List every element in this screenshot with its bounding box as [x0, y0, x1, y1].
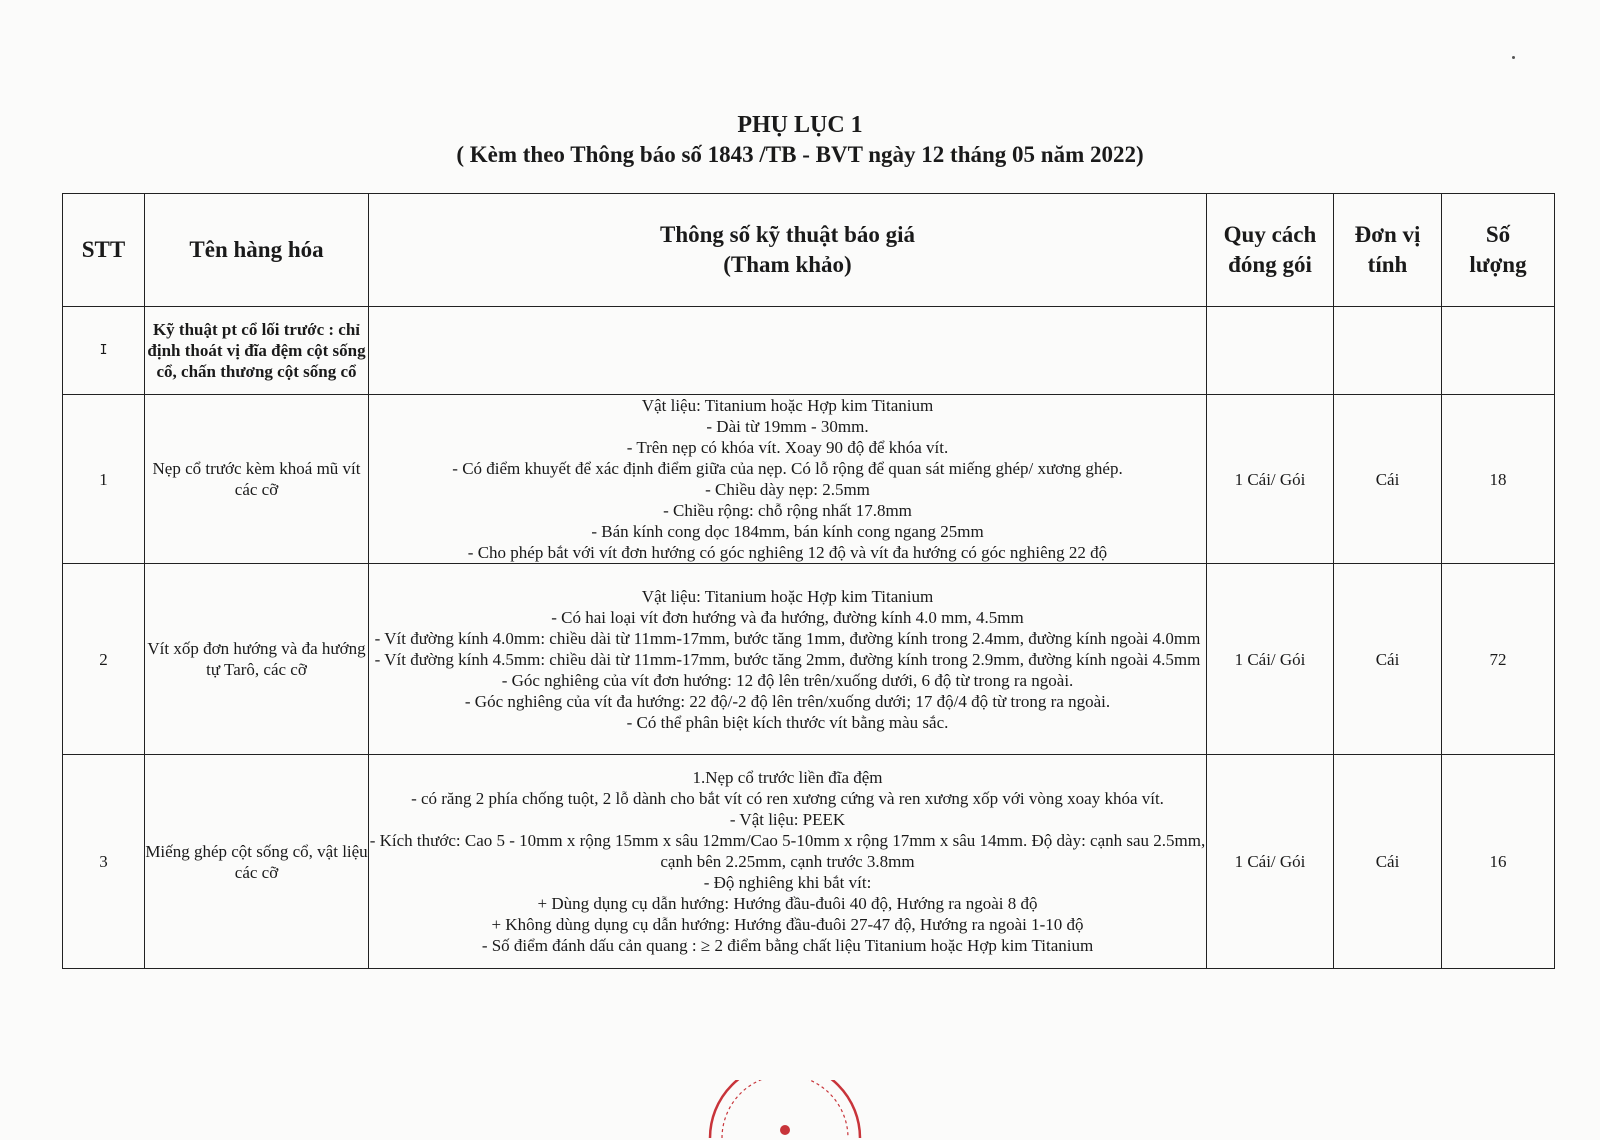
- spec-line: Vật liệu: Titanium hoặc Hợp kim Titanium: [641, 586, 934, 606]
- item-name: Nẹp cổ trước kèm khoá mũ vít các cỡ: [145, 395, 369, 564]
- document-subtitle: ( Kèm theo Thông báo số 1843 /TB - BVT ngày 12 tháng 05 năm 2022): [456, 142, 1144, 167]
- spec-line: - Cho phép bắt với vít đơn hướng có góc nghiêng 12 độ và vít đa hướng có góc nghiêng 22 độ: [467, 543, 1108, 562]
- seal-mark: [780, 1125, 790, 1135]
- item-quantity: 18: [1442, 395, 1555, 564]
- spec-line: - Vật liệu: PEEK: [729, 810, 846, 829]
- section-name: Kỹ thuật pt cổ lối trước : chỉ định thoát vị đĩa đệm cột sống cổ, chấn thương cột sống cổ: [145, 307, 369, 395]
- header-spec: [369, 194, 1207, 307]
- spec-line: - Kích thước: Cao 5 - 10mm x rộng 15mm x sâu 12mm/Cao 5-10mm x rộng 17mm x sâu 14mm. Độ dày: cạnh sau 2.5mm, cạnh bên 2.25mm, cạnh trước 3.8mm: [369, 831, 1206, 871]
- item-packaging: 1 Cái/ Gói: [1207, 755, 1334, 969]
- header-packaging-line2: đóng gói: [1228, 252, 1312, 277]
- spec-line: - Độ nghiêng khi bắt vít:: [703, 873, 872, 892]
- header-spec-line2: (Tham khảo): [723, 252, 852, 277]
- item-unit: Cái: [1334, 755, 1442, 969]
- item-packaging: 1 Cái/ Gói: [1207, 564, 1334, 755]
- spec-line: - Bán kính cong dọc 184mm, bán kính cong ngang 25mm: [591, 522, 984, 541]
- item-spec: [369, 564, 1207, 755]
- item-quantity: 72: [1442, 564, 1555, 755]
- row-number: 3: [63, 755, 145, 969]
- spec-line: - Dài từ 19mm - 30mm.: [706, 417, 869, 436]
- spec-line: Vật liệu: Titanium hoặc Hợp kim Titanium: [641, 396, 934, 415]
- table-row: [63, 564, 1555, 755]
- header-unit-line2: tính: [1367, 252, 1408, 277]
- header-name: Tên hàng hóa: [145, 194, 369, 307]
- item-name: Vít xốp đơn hướng và đa hướng tự Tarô, các cỡ: [145, 564, 369, 755]
- section-empty-cell: [1334, 307, 1442, 395]
- spec-line: - Chiều rộng: chỗ rộng nhất 17.8mm: [663, 501, 912, 520]
- header-packaging: [1207, 194, 1334, 307]
- header-packaging-line1: Quy cách: [1223, 222, 1317, 247]
- section-number: I: [63, 307, 145, 395]
- header-stt: STT: [63, 194, 145, 307]
- header-qty: [1442, 194, 1555, 307]
- spec-line: - Số điểm đánh dấu cản quang : ≥ 2 điểm bằng chất liệu Titanium hoặc Hợp kim Titanium: [481, 936, 1094, 955]
- item-packaging: 1 Cái/ Gói: [1207, 395, 1334, 564]
- header-qty-line1: Số: [1485, 222, 1511, 247]
- item-spec: [369, 755, 1207, 969]
- spec-line: + Không dùng dụng cụ dẫn hướng: Hướng đầu-đuôi 27-47 độ, Hướng ra ngoài 1-10 độ: [491, 915, 1084, 934]
- spec-line: - Vít đường kính 4.0mm: chiều dài từ 11mm-17mm, bước tăng 1mm, đường kính trong 2.4mm, đường kính ngoài 4.0mm: [374, 628, 1201, 648]
- document-header: [0, 110, 1600, 170]
- row-number: 2: [63, 564, 145, 755]
- spec-line: + Dùng dụng cụ dẫn hướng: Hướng đầu-đuôi 40 độ, Hướng ra ngoài 8 độ: [537, 894, 1038, 913]
- spec-line: - có răng 2 phía chống tuột, 2 lỗ dành cho bắt vít có ren xương cứng và ren xương xốp với vòng xoay khóa vít.: [411, 789, 1164, 808]
- header-spec-line1: Thông số kỹ thuật báo giá: [660, 222, 915, 247]
- spec-line: - Góc nghiêng của vít đơn hướng: 12 độ lên trên/xuống dưới, 6 độ từ trong ra ngoài.: [501, 670, 1074, 690]
- section-empty-cell: [369, 307, 1207, 395]
- header-unit: [1334, 194, 1442, 307]
- spec-line: - Có hai loại vít đơn hướng và đa hướng, đường kính 4.0 mm, 4.5mm: [551, 607, 1024, 627]
- table-row: [63, 395, 1555, 564]
- item-unit: Cái: [1334, 395, 1442, 564]
- spec-line: - Trên nẹp có khóa vít. Xoay 90 độ để khóa vít.: [626, 438, 949, 457]
- row-number: 1: [63, 395, 145, 564]
- spec-line: - Chiều dày nẹp: 2.5mm: [705, 480, 870, 499]
- document-title: PHỤ LỤC 1: [737, 112, 863, 138]
- official-seal: [700, 1080, 870, 1140]
- specification-table: [62, 193, 1555, 969]
- item-unit: Cái: [1334, 564, 1442, 755]
- spec-line: - Góc nghiêng của vít đa hướng: 22 độ/-2 độ lên trên/xuống dưới; 17 độ/4 độ từ trong ra ngoài.: [464, 691, 1111, 711]
- spec-line: - Vít đường kính 4.5mm: chiều dài từ 11mm-17mm, bước tăng 2mm, đường kính trong 2.9mm, đường kính ngoài 4.5mm: [374, 649, 1201, 669]
- spec-line: - Có điểm khuyết để xác định điểm giữa của nẹp. Có lỗ rộng để quan sát miếng ghép/ xương ghép.: [452, 459, 1123, 478]
- table-row: [63, 755, 1555, 969]
- item-quantity: 16: [1442, 755, 1555, 969]
- section-row: [63, 307, 1555, 395]
- spec-line: 1.Nẹp cổ trước liền đĩa đệm: [692, 768, 883, 787]
- spec-line: - Có thể phân biệt kích thước vít bằng màu sắc.: [626, 712, 949, 732]
- scan-speck: [1512, 56, 1515, 59]
- item-spec: [369, 395, 1207, 564]
- item-name: Miếng ghép cột sống cổ, vật liệu các cỡ: [145, 755, 369, 969]
- header-qty-line2: lượng: [1469, 252, 1527, 277]
- header-unit-line1: Đơn vị: [1354, 222, 1421, 247]
- section-empty-cell: [1207, 307, 1334, 395]
- section-empty-cell: [1442, 307, 1555, 395]
- table-header-row: [63, 194, 1555, 307]
